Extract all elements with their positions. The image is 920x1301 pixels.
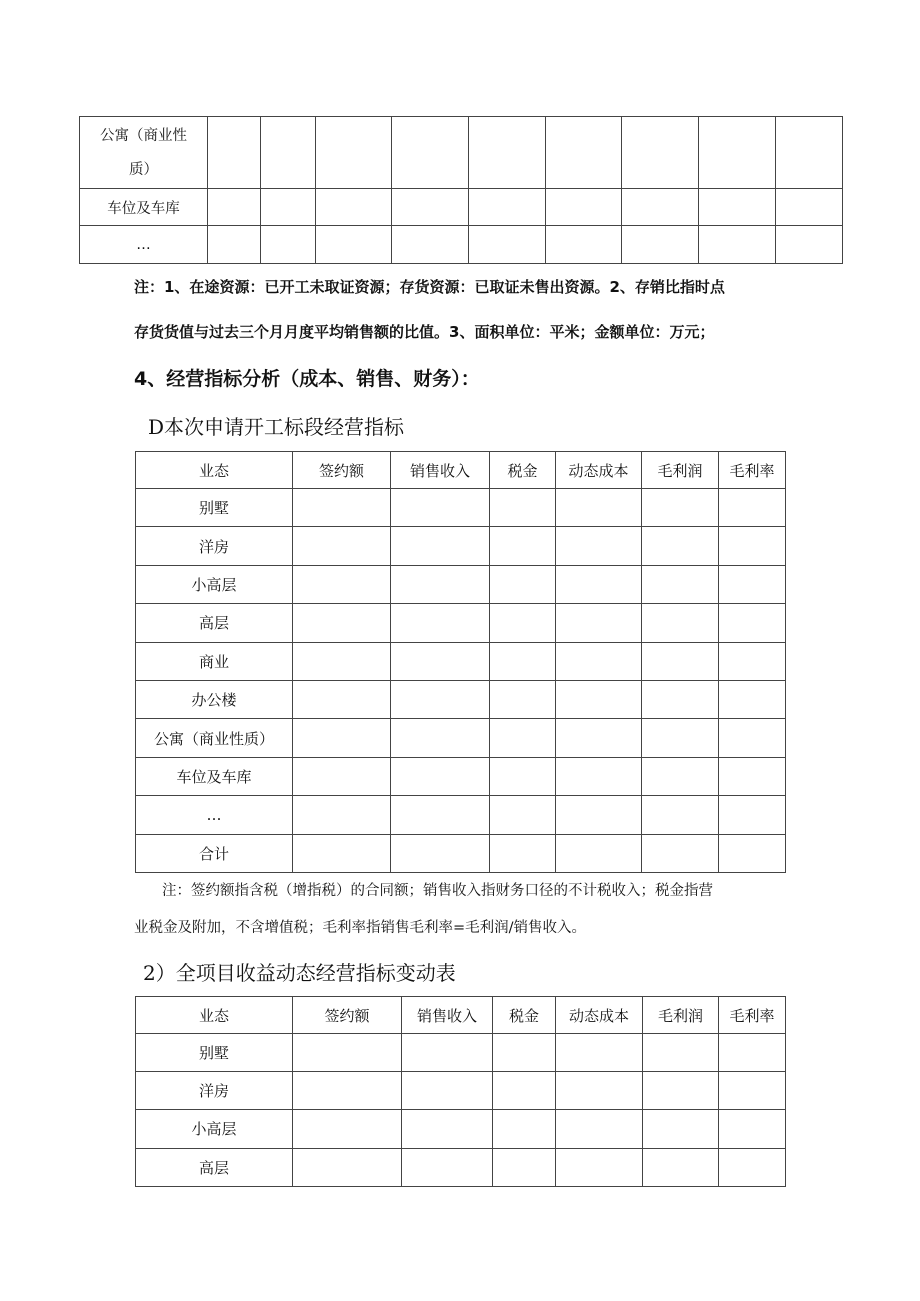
empty-cell — [392, 226, 469, 264]
row-label: 办公楼 — [136, 680, 293, 718]
empty-cell — [293, 527, 391, 565]
empty-cell — [556, 834, 642, 872]
empty-cell — [493, 1148, 556, 1186]
note-2-line-1: 注：签约额指含税（增指税）的合同额；销售收入指财务口径的不计税收入；税金指营 — [162, 883, 713, 899]
empty-cell — [490, 489, 556, 527]
table-row — [136, 834, 786, 872]
empty-cell — [556, 680, 642, 718]
top-table-row-label-line: 质） — [129, 161, 158, 178]
table-row — [136, 1034, 786, 1072]
table-row — [136, 604, 786, 642]
empty-cell — [642, 796, 719, 834]
empty-cell — [391, 796, 490, 834]
row-label: 高层 — [136, 604, 293, 642]
empty-cell — [556, 565, 642, 603]
empty-cell — [261, 226, 316, 264]
empty-cell — [490, 642, 556, 680]
empty-cell — [391, 680, 490, 718]
empty-cell — [391, 757, 490, 795]
empty-cell — [392, 117, 469, 189]
empty-cell — [776, 189, 843, 226]
top-table-row-label: 车位及车库 — [80, 189, 208, 226]
empty-cell — [556, 1110, 643, 1148]
empty-cell — [391, 642, 490, 680]
empty-cell — [493, 1072, 556, 1110]
empty-cell — [490, 680, 556, 718]
empty-cell — [261, 189, 316, 226]
column-header: 税金 — [493, 997, 556, 1034]
empty-cell — [699, 189, 776, 226]
empty-cell — [261, 117, 316, 189]
empty-cell — [556, 642, 642, 680]
empty-cell — [622, 189, 699, 226]
empty-cell — [622, 226, 699, 264]
empty-cell — [556, 489, 642, 527]
empty-cell — [642, 680, 719, 718]
empty-cell — [490, 757, 556, 795]
empty-cell — [719, 719, 786, 757]
empty-cell — [719, 1072, 786, 1110]
row-label: 小高层 — [136, 1110, 293, 1148]
column-header: 签约额 — [293, 452, 391, 489]
table-1-title: D本次申请开工标段经营指标 — [148, 415, 405, 439]
empty-cell — [391, 834, 490, 872]
empty-cell — [546, 226, 622, 264]
empty-cell — [546, 117, 622, 189]
empty-cell — [643, 1110, 719, 1148]
empty-cell — [391, 719, 490, 757]
column-header: 毛利润 — [643, 997, 719, 1034]
empty-cell — [699, 226, 776, 264]
empty-cell — [391, 604, 490, 642]
empty-cell — [208, 226, 261, 264]
row-label: 商业 — [136, 642, 293, 680]
row-label: 合计 — [136, 834, 293, 872]
note-2-line-2: 业税金及附加，不含增值税；毛利率指销售毛利率=毛利润/销售收入。 — [134, 920, 587, 936]
empty-cell — [493, 1110, 556, 1148]
empty-cell — [642, 719, 719, 757]
column-header: 销售收入 — [391, 452, 490, 489]
row-label: 高层 — [136, 1148, 293, 1186]
empty-cell — [293, 604, 391, 642]
empty-cell — [293, 719, 391, 757]
table-row — [136, 527, 786, 565]
empty-cell — [293, 796, 391, 834]
empty-cell — [293, 1072, 402, 1110]
empty-cell — [208, 189, 261, 226]
table-row — [136, 680, 786, 718]
empty-cell — [490, 796, 556, 834]
empty-cell — [643, 1034, 719, 1072]
empty-cell — [391, 527, 490, 565]
empty-cell — [642, 834, 719, 872]
empty-cell — [642, 489, 719, 527]
empty-cell — [642, 642, 719, 680]
empty-cell — [622, 117, 699, 189]
empty-cell — [556, 757, 642, 795]
empty-cell — [642, 604, 719, 642]
empty-cell — [402, 1072, 493, 1110]
column-header: 业态 — [136, 997, 293, 1034]
column-header: 业态 — [136, 452, 293, 489]
empty-cell — [490, 604, 556, 642]
empty-cell — [699, 117, 776, 189]
empty-cell — [719, 489, 786, 527]
row-label: 洋房 — [136, 527, 293, 565]
table-row — [136, 1110, 786, 1148]
empty-cell — [490, 834, 556, 872]
empty-cell — [556, 1072, 643, 1110]
empty-cell — [293, 489, 391, 527]
table-row — [136, 757, 786, 795]
empty-cell — [556, 1148, 643, 1186]
empty-cell — [719, 527, 786, 565]
row-label: 洋房 — [136, 1072, 293, 1110]
empty-cell — [719, 604, 786, 642]
table-2-title: 2）全项目收益动态经营指标变动表 — [143, 961, 456, 985]
empty-cell — [293, 1148, 402, 1186]
top-table-row — [80, 189, 843, 226]
table-2 — [135, 996, 786, 1187]
empty-cell — [293, 757, 391, 795]
empty-cell — [316, 189, 392, 226]
empty-cell — [546, 189, 622, 226]
empty-cell — [493, 1034, 556, 1072]
empty-cell — [776, 117, 843, 189]
table2-header-row — [136, 997, 786, 1034]
column-header: 毛利润 — [642, 452, 719, 489]
empty-cell — [776, 226, 843, 264]
table-row — [136, 642, 786, 680]
empty-cell — [719, 796, 786, 834]
table-row — [136, 489, 786, 527]
empty-cell — [293, 1110, 402, 1148]
row-label: 别墅 — [136, 489, 293, 527]
empty-cell — [469, 226, 546, 264]
column-header: 动态成本 — [556, 452, 642, 489]
empty-cell — [556, 1034, 643, 1072]
top-table-row — [80, 226, 843, 264]
empty-cell — [642, 757, 719, 795]
table-row — [136, 796, 786, 834]
top-table-row — [80, 117, 843, 189]
table-row — [136, 719, 786, 757]
column-header: 毛利率 — [719, 452, 786, 489]
empty-cell — [719, 1148, 786, 1186]
column-header: 签约额 — [293, 997, 402, 1034]
empty-cell — [469, 117, 546, 189]
top-table-row-label-line: 公寓（商业性 — [100, 127, 187, 144]
table-row — [136, 1148, 786, 1186]
empty-cell — [719, 834, 786, 872]
row-label: 公寓（商业性质） — [136, 719, 293, 757]
empty-cell — [293, 834, 391, 872]
row-label: 别墅 — [136, 1034, 293, 1072]
table1-header-row — [136, 452, 786, 489]
section-4-heading: 4、经营指标分析（成本、销售、财务）： — [134, 368, 480, 390]
empty-cell — [719, 642, 786, 680]
top-table-row-label: … — [80, 226, 208, 264]
empty-cell — [402, 1110, 493, 1148]
empty-cell — [469, 189, 546, 226]
empty-cell — [316, 226, 392, 264]
empty-cell — [316, 117, 392, 189]
empty-cell — [402, 1034, 493, 1072]
empty-cell — [490, 719, 556, 757]
empty-cell — [293, 680, 391, 718]
empty-cell — [293, 565, 391, 603]
empty-cell — [293, 642, 391, 680]
empty-cell — [719, 1110, 786, 1148]
empty-cell — [719, 757, 786, 795]
empty-cell — [556, 796, 642, 834]
table-row — [136, 1072, 786, 1110]
column-header: 动态成本 — [556, 997, 643, 1034]
empty-cell — [719, 1034, 786, 1072]
empty-cell — [556, 604, 642, 642]
top-table — [79, 116, 843, 264]
empty-cell — [643, 1148, 719, 1186]
empty-cell — [490, 527, 556, 565]
empty-cell — [642, 527, 719, 565]
empty-cell — [392, 189, 469, 226]
note-1-line-2: 存货货值与过去三个月月度平均销售额的比值。3、面积单位：平米；金额单位：万元； — [134, 323, 715, 341]
empty-cell — [490, 565, 556, 603]
empty-cell — [208, 117, 261, 189]
empty-cell — [719, 565, 786, 603]
empty-cell — [402, 1148, 493, 1186]
column-header: 税金 — [490, 452, 556, 489]
row-label: … — [136, 796, 293, 834]
column-header: 销售收入 — [402, 997, 493, 1034]
empty-cell — [391, 489, 490, 527]
table-1 — [135, 451, 786, 873]
empty-cell — [719, 680, 786, 718]
empty-cell — [643, 1072, 719, 1110]
empty-cell — [293, 1034, 402, 1072]
column-header: 毛利率 — [719, 997, 786, 1034]
empty-cell — [642, 565, 719, 603]
empty-cell — [391, 565, 490, 603]
row-label: 小高层 — [136, 565, 293, 603]
empty-cell — [556, 719, 642, 757]
table-row — [136, 565, 786, 603]
note-1-line-1: 注：1、在途资源：已开工未取证资源；存货资源：已取证未售出资源。2、存销比指时点 — [134, 278, 725, 296]
row-label: 车位及车库 — [136, 757, 293, 795]
top-table-row-label — [80, 117, 208, 189]
empty-cell — [556, 527, 642, 565]
